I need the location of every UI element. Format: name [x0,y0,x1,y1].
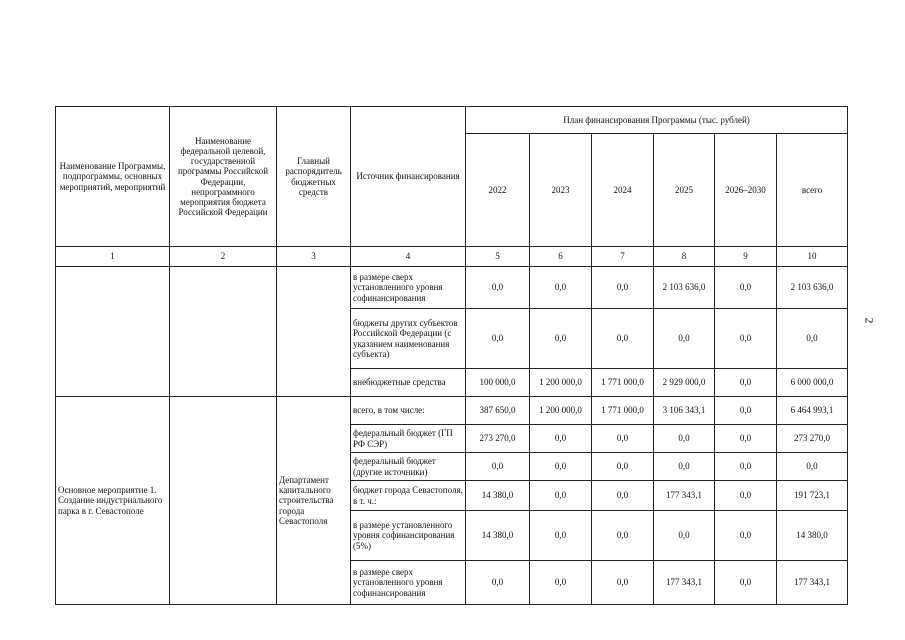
value-cell: 0,0 [592,309,654,369]
header-year-2024: 2024 [592,134,654,247]
value-cell: 6 000 000,0 [777,369,848,397]
value-cell: 0,0 [715,481,777,511]
value-cell: 14 380,0 [466,511,530,561]
value-cell: 177 343,1 [654,481,715,511]
value-cell: 6 464 993,1 [777,397,848,425]
column-number: 7 [592,247,654,267]
header-year-2026-2030: 2026–2030 [715,134,777,247]
value-cell: 100 000,0 [466,369,530,397]
value-cell: 273 270,0 [777,425,848,453]
funding-source: в размере установленного уровня софинансирования (5%) [351,511,466,561]
value-cell: 1 200 000,0 [530,397,592,425]
value-cell: 0,0 [466,267,530,309]
column-number: 6 [530,247,592,267]
financing-table [55,106,848,605]
header-year-2022: 2022 [466,134,530,247]
header-year-2023: 2023 [530,134,592,247]
column-number: 1 [56,247,170,267]
funding-source: всего, в том числе: [351,397,466,425]
value-cell: 0,0 [530,425,592,453]
header-budget-distributor: Главный распорядитель бюджетных средств [277,107,351,247]
value-cell: 0,0 [654,425,715,453]
value-cell: 2 103 636,0 [654,267,715,309]
value-cell: 273 270,0 [466,425,530,453]
table-row [56,397,848,425]
value-cell: 0,0 [654,309,715,369]
value-cell: 0,0 [715,267,777,309]
value-cell: 0,0 [466,561,530,605]
column-number: 8 [654,247,715,267]
value-cell: 191 723,1 [777,481,848,511]
value-cell: 0,0 [466,309,530,369]
value-cell: 0,0 [715,369,777,397]
value-cell: 0,0 [530,481,592,511]
column-number: 9 [715,247,777,267]
value-cell: 177 343,1 [777,561,848,605]
funding-source: федеральный бюджет (ГП РФ СЭР) [351,425,466,453]
value-cell: 0,0 [530,561,592,605]
value-cell: 177 343,1 [654,561,715,605]
funding-source: бюджет города Севастополя, в т. ч.: [351,481,466,511]
column-number: 3 [277,247,351,267]
value-cell: 0,0 [530,267,592,309]
column-number: 2 [170,247,277,267]
value-cell: 0,0 [592,425,654,453]
value-cell: 0,0 [715,453,777,481]
value-cell: 0,0 [715,309,777,369]
value-cell: 0,0 [777,453,848,481]
value-cell: 1 771 000,0 [592,369,654,397]
header-financing-plan: План финансирования Программы (тыс. рублей) [466,107,848,134]
value-cell: 1 200 000,0 [530,369,592,397]
federal-program-cell-empty [170,397,277,605]
column-number: 5 [466,247,530,267]
header-federal-program: Наименование федеральной целевой, государственной программы Российской Федерации, непрограммного мероприятия бюджета Российской Федерации [170,107,277,247]
value-cell: 2 103 636,0 [777,267,848,309]
budget-distributor: Департамент капитального строительства города Севастополя [277,397,351,605]
value-cell: 0,0 [715,425,777,453]
value-cell: 0,0 [654,511,715,561]
value-cell: 1 771 000,0 [592,397,654,425]
federal-program-cell-empty [170,267,277,397]
header-year-2025: 2025 [654,134,715,247]
value-cell: 14 380,0 [777,511,848,561]
header-total: всего [777,134,848,247]
value-cell: 0,0 [715,397,777,425]
value-cell: 0,0 [592,267,654,309]
value-cell: 0,0 [592,453,654,481]
financing-table-container [55,106,848,605]
value-cell: 0,0 [592,481,654,511]
program-name-cell-empty [56,267,170,397]
main-activity-name: Основное мероприятие 1. Создание индустриального парка в г. Севастополе [56,397,170,605]
funding-source: внебюджетные средства [351,369,466,397]
table-row [56,267,848,309]
value-cell: 0,0 [715,561,777,605]
value-cell: 14 380,0 [466,481,530,511]
column-number: 4 [351,247,466,267]
value-cell: 0,0 [530,309,592,369]
funding-source: бюджеты других субъектов Российской Федерации (с указанием наименования субъекта) [351,309,466,369]
value-cell: 0,0 [592,561,654,605]
value-cell: 2 929 000,0 [654,369,715,397]
value-cell: 0,0 [592,511,654,561]
value-cell: 0,0 [530,511,592,561]
value-cell: 0,0 [654,453,715,481]
header-program-name: Наименование Программы, подпрограммы, основных мероприятий, мероприятий [56,107,170,247]
value-cell: 0,0 [530,453,592,481]
distributor-cell-empty [277,267,351,397]
page-number: 2 [862,317,877,324]
value-cell: 3 106 343,1 [654,397,715,425]
value-cell: 0,0 [466,453,530,481]
value-cell: 0,0 [715,511,777,561]
value-cell: 0,0 [777,309,848,369]
funding-source: федеральный бюджет (другие источники) [351,453,466,481]
header-funding-source: Источник финансирования [351,107,466,247]
funding-source: в размере сверх установленного уровня софинансирования [351,561,466,605]
value-cell: 387 650,0 [466,397,530,425]
column-number: 10 [777,247,848,267]
funding-source: в размере сверх установленного уровня софинансирования [351,267,466,309]
